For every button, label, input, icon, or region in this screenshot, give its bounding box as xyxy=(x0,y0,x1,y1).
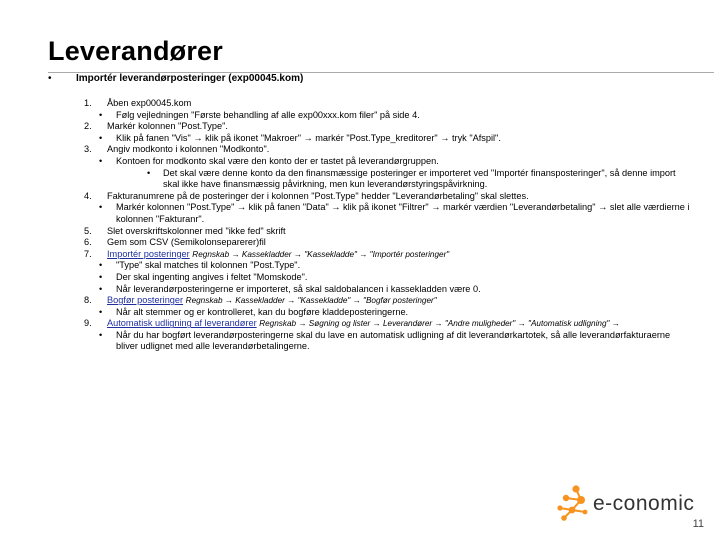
step-link[interactable]: Automatisk udligning af leverandører xyxy=(107,318,257,329)
step-item xyxy=(84,144,694,156)
sub-bullet xyxy=(84,284,694,296)
sub-bullet-text: "Type" skal matches til kolonnen "Post.Type". xyxy=(116,260,301,271)
bullet: • xyxy=(147,167,151,178)
slide-title: Leverandører xyxy=(48,36,223,66)
bullet: • xyxy=(99,283,103,294)
step-item xyxy=(84,121,694,133)
bullet: • xyxy=(99,329,103,340)
step-text: Angiv modkonto i kolonnen "Modkonto". xyxy=(107,144,270,155)
step-text: Fakturanumrene på de posteringer der i kolonnen "Post.Type" hedder "Leverandørbetaling" skal slettes. xyxy=(107,190,529,201)
bullet: • xyxy=(99,306,103,317)
sub-bullet-text: Følg vejledningen "Første behandling af alle exp00xxx.kom filer" på side 4. xyxy=(116,109,420,120)
bullet: • xyxy=(99,271,103,282)
sub-bullet xyxy=(84,330,694,353)
step-text: Markér kolonnen "Post.Type". xyxy=(107,121,228,132)
step-number: 7. xyxy=(84,248,92,259)
bullet: • xyxy=(99,132,103,143)
sub-bullet xyxy=(84,272,694,284)
sub-bullet-text: Markér kolonnen "Post.Type" → klik på fanen "Data" → klik på ikonet "Filtrer" → markér værdien "Leverandørbetaling" → slet alle værdierne i kolonnen "Fakturanr". xyxy=(116,202,690,224)
step-number: 9. xyxy=(84,318,92,329)
step-number: 6. xyxy=(84,237,92,248)
step-item xyxy=(84,226,694,238)
sub-bullet xyxy=(84,156,694,168)
step-text: Gem som CSV (Semikolonseparerer)fil xyxy=(107,237,266,248)
sub-sub-bullet xyxy=(84,168,694,191)
sub-bullet-text: Når alt stemmer og er kontrolleret, kan du bogføre kladdeposteringerne. xyxy=(116,306,409,317)
sub-bullet-text: Når leverandørposteringerne er importeret, så skal saldobalancen i kassekladden være 0. xyxy=(116,283,481,294)
logo-text: e-conomic xyxy=(593,492,695,515)
logo-mark-icon xyxy=(557,485,587,520)
menu-path: Regnskab → Søgning og lister → Leverandører → "Andre muligheder" → "Automatisk udligning" → xyxy=(259,319,620,329)
sub-bullet xyxy=(84,110,694,122)
bullet: • xyxy=(99,202,103,213)
menu-path: Regnskab → Kassekladder → "Kassekladde" → "Bogfør posteringer" xyxy=(185,296,437,306)
step-number: 8. xyxy=(84,295,92,306)
sub-bullet-text: Kontoen for modkonto skal være den konto der er tastet på leverandørgruppen. xyxy=(116,155,439,166)
step-link[interactable]: Bogfør posteringer xyxy=(107,295,184,306)
step-item xyxy=(84,98,694,110)
step-number: 5. xyxy=(84,225,92,236)
step-item xyxy=(84,318,694,330)
step-text: Slet overskriftskolonner med "ikke fed" skrift xyxy=(107,225,286,236)
menu-path: Regnskab → Kassekladder → "Kassekladde" → "Importér posteringer" xyxy=(192,249,450,259)
sub-bullet-text: Når du har bogført leverandørposteringerne skal du lave en automatisk udligning af dit leverandørkartotek, så alle leverandørfakturaerne bliver udlignet med alle leverandørbetalingerne. xyxy=(116,329,671,352)
step-item xyxy=(84,295,694,307)
step-item xyxy=(84,249,694,261)
sub-bullet-text: Der skal ingenting angives i feltet "Momskode". xyxy=(116,271,308,282)
step-number: 1. xyxy=(84,98,92,108)
bullet: • xyxy=(99,260,103,271)
step-number: 3. xyxy=(84,144,92,155)
sub-bullet xyxy=(84,202,694,225)
step-link[interactable]: Importér posteringer xyxy=(107,248,190,259)
bullet: • xyxy=(99,109,103,120)
step-item xyxy=(84,237,694,249)
steps-list xyxy=(84,98,694,353)
section-heading: Importér leverandørposteringer (exp00045.kom) xyxy=(76,73,304,84)
sub-bullet-text: Klik på fanen "Vis" → klik på ikonet "Makroer" → markér "Post.Type_kreditorer" → tryk "Afspil". xyxy=(116,132,501,143)
sub-bullet xyxy=(84,260,694,272)
step-number: 4. xyxy=(84,190,92,201)
step-number: 2. xyxy=(84,121,92,132)
sub-sub-bullet-text: Det skal være denne konto da den finansmæssige posteringer er importeret ved "Importér finansposteringer", så denne import skal ikke have finansmæssig påvirkning, men kun leverandørstyringspåvirkning. xyxy=(163,167,676,190)
page-number: 11 xyxy=(692,518,704,530)
sub-bullet xyxy=(84,133,694,145)
bullet: • xyxy=(48,73,52,84)
step-item xyxy=(84,191,694,203)
sub-bullet xyxy=(84,307,694,319)
bullet: • xyxy=(99,155,103,166)
step-text: Åben exp00045.kom xyxy=(107,98,192,108)
